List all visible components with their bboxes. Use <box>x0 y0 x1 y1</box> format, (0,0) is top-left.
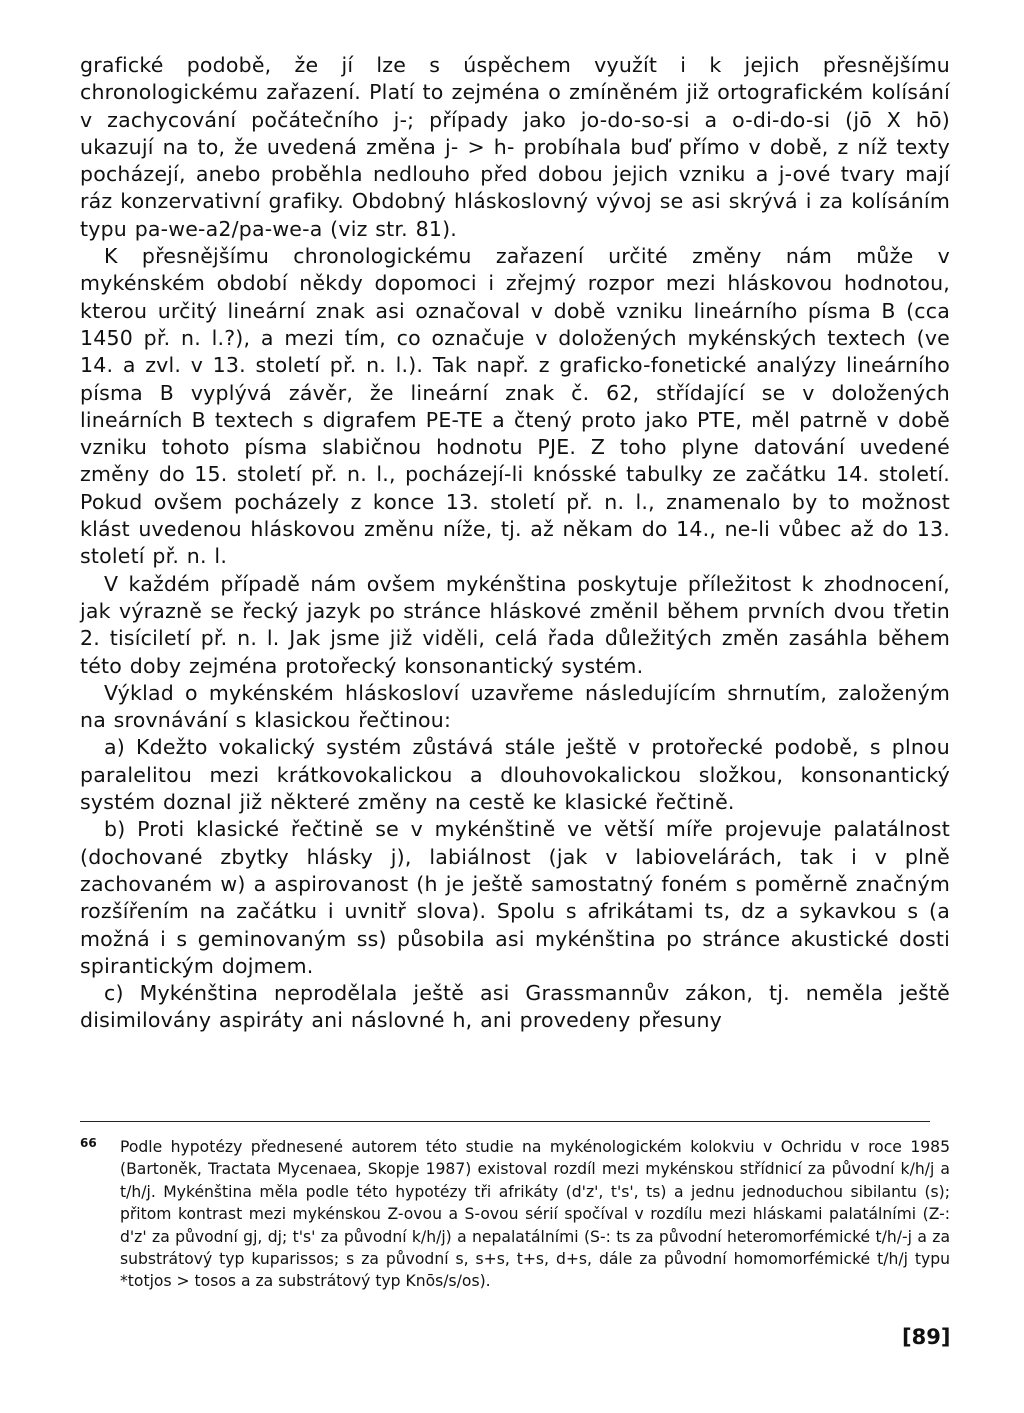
footnote-text: Podle hypotézy přednesené autorem této studie na mykénologickém kolokviu v Ochridu v roce 1985 (Bartoněk, Tractata Mycenaea, Skopje 1987) existoval rozdíl mezi mykénskou střídnicí za původní k/h/j a t/h/j. Mykénština měla podle této hypotézy tři afrikáty (d'z', t's', ts) a jednu jednoduchou sibilantu (s); přitom kontrast mezi mykénskou Z-ovou a S-ovou sérií spočíval v rozdílu mezi hláskami palatálními (Z-: d'z' za původní gj, dj; t's' za původní k/h/j) a nepalatálními (S-: ts za původní heteromorfémické t/h/-j a za substrátový typ kuparissos; s za původní s, s+s, t+s, d+s, dále za původní homomorfémické t/h/j typu *totjos > tosos a za substrátový typ Knōs/s/os). <box>120 1138 950 1291</box>
paragraph-item-c: c) Mykénština neprodělala ještě asi Grassmannův zákon, tj. neměla ještě disimilovány aspiráty ani náslovné h, ani provedeny přesuny <box>80 981 950 1033</box>
footnotes <box>80 1136 950 1293</box>
footnote-divider <box>80 1121 930 1122</box>
paragraph-2: K přesnějšímu chronologickému zařazení určité změny nám může v mykénském období někdy dopomoci i zřejmý rozpor mezi hláskovou hodnotou, kterou určitý lineární znak asi označoval v době vzniku lineárního písma B (cca 1450 př. n. l.?), a mezi tím, co označuje v doložených mykénských textech (ve 14. a zvl. v 13. století př. n. l.). Tak např. z graficko-fonetické analýzy lineárního písma B vyplývá závěr, že lineární znak č. 62, střídající se v doložených lineárních B textech s digrafem PE-TE a čtený proto jako PTE, měl patrně v době vzniku tohoto písma slabičnou hodnotu PJE. Z toho plyne datování uvedené změny do 15. století př. n. l., pocházejí-li knósské tabulky ze začátku 14. století. Pokud ovšem pocházely z konce 13. století př. n. l., znamenalo by to možnost klást uvedenou hláskovou změnu níže, tj. až někam do 14., ne-li vůbec až do 13. století př. n. l. <box>80 244 950 569</box>
paragraph-item-b: b) Proti klasické řečtině se v mykénštině ve větší míře projevuje palatálnost (dochované zbytky hlásky j), labiálnost (jak v labiovelárách, tak i v plně zachovaném w) a aspirovanost (h je ještě samostatný foném s poměrně značným rozšířením na začátku i uvnitř slova). Spolu s afrikátami ts, dz a sykavkou s (a možná i s geminovaným ss) působila asi mykénština po stránce akustické dosti spirantickým dojmem. <box>80 817 950 978</box>
paragraph-1: grafické podobě, že jí lze s úspěchem využít i k jejich přesnějšímu chronologickému zařazení. Platí to zejména o zmíněném již ortografickém kolísání v zachycování počátečního j-; případy jako jo-do-so-si a o-di-do-si (jō X hō) ukazují na to, že uvedená změna j- > h- probíhala buď přímo v době, z níž texty pocházejí, anebo proběhla nedlouho před dobou jejich vzniku a j-ové tvary mají ráz konzervativní grafiky. Obdobný hláskoslovný vývoj se asi skrývá i za kolísáním typu pa-we-a2/pa-we-a (viz str. 81). <box>80 53 950 241</box>
body-text <box>80 52 950 1035</box>
footnote-number: 66 <box>80 1136 97 1150</box>
paragraph-3: V každém případě nám ovšem mykénština poskytuje příležitost k zhodnocení, jak výrazně se řecký jazyk po stránce hláskové změnil během prvních dvou třetin 2. tisíciletí př. n. l. Jak jsme již viděli, celá řada důležitých změn zasáhla během této doby zejména protořecký konsonantický systém. <box>80 571 950 678</box>
main-text <box>80 52 950 1035</box>
paragraph-item-a: a) Kdežto vokalický systém zůstává stále ještě v protořecké podobě, s plnou paralelitou mezi krátkovokalickou a dlouhovokalickou složkou, konsonantický systém doznal již některé změny na cestě ke klasické řečtině. <box>80 735 950 815</box>
paragraph-4: Výklad o mykénském hláskosloví uzavřeme následujícím shrnutím, založeným na srovnávání s klasickou řečtinou: <box>80 680 950 733</box>
page-number: [89] <box>902 1325 951 1349</box>
footnote-66 <box>80 1136 950 1293</box>
